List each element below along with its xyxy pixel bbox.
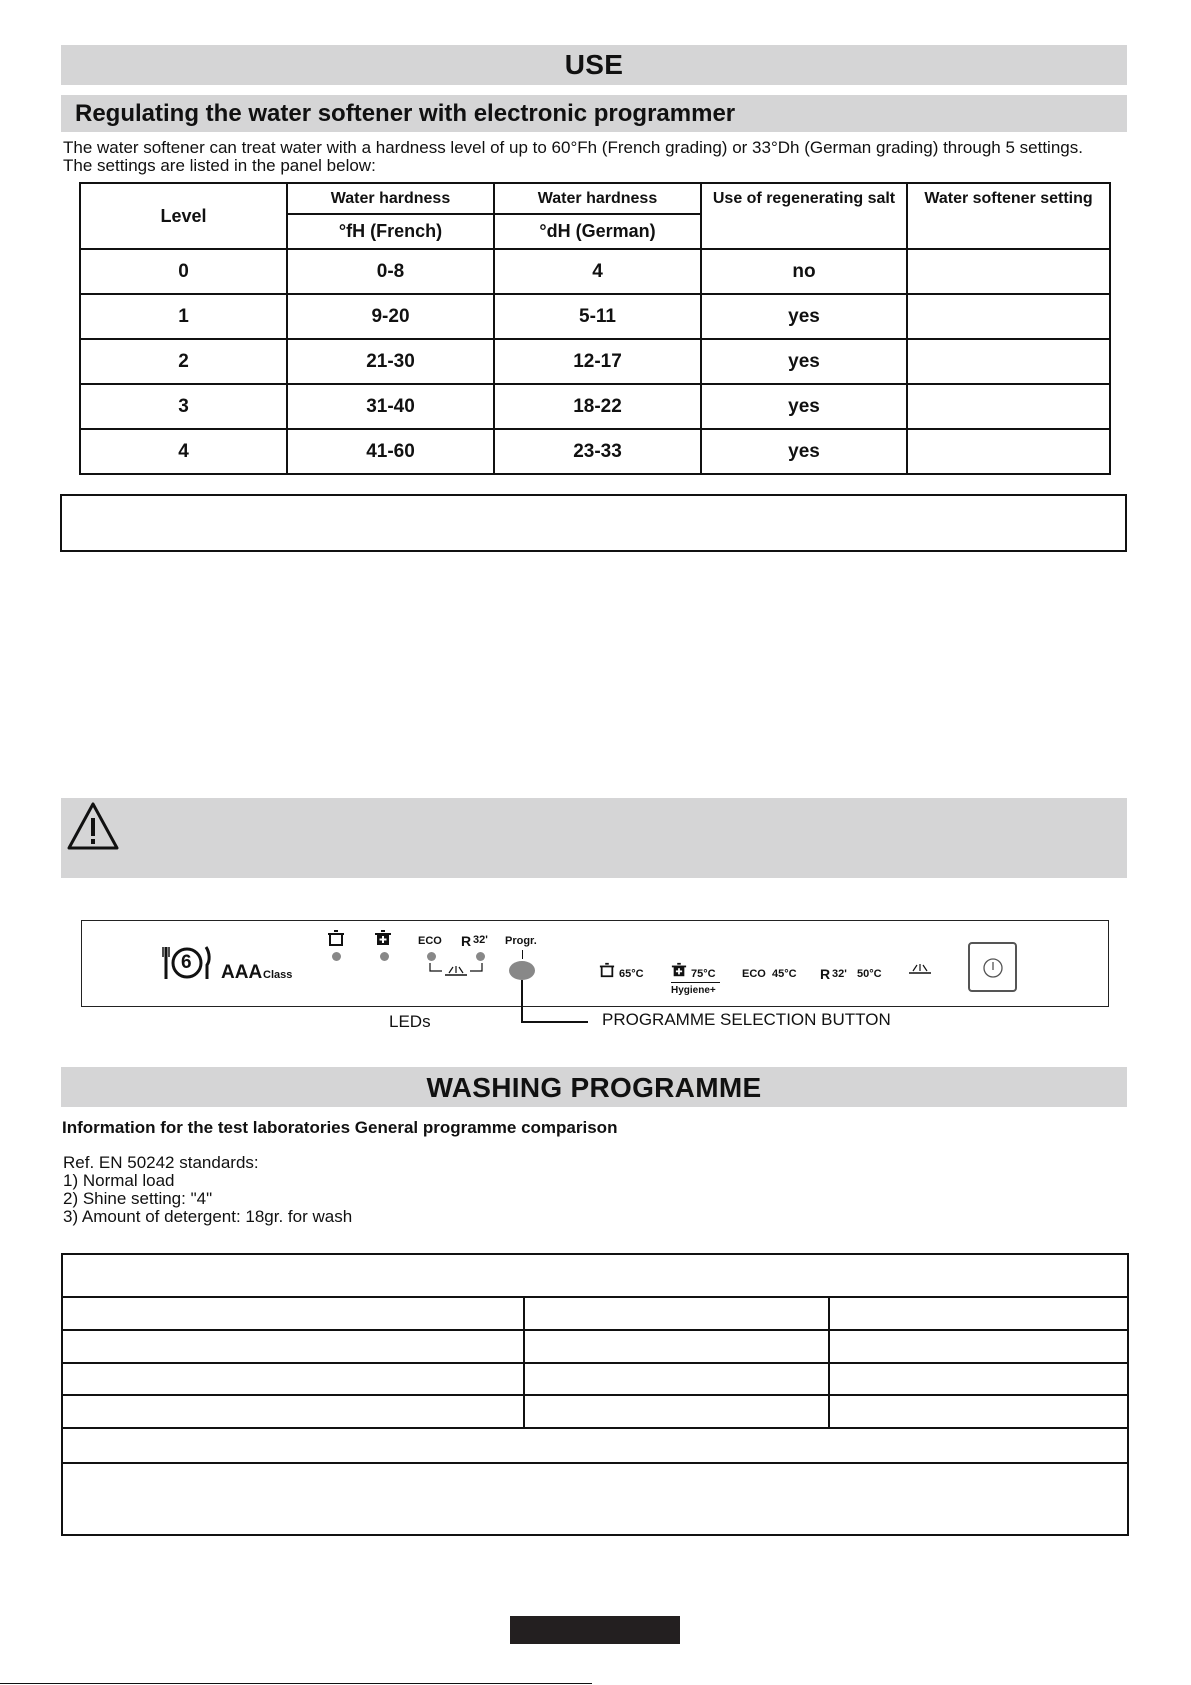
programme-3-temp: 45°C <box>772 968 797 980</box>
cell-setting <box>907 429 1110 474</box>
header-salt: Use of regenerating salt <box>701 183 907 249</box>
energy-class-suffix: Class <box>263 969 293 981</box>
rapid-led-label: 32' <box>473 934 488 946</box>
table-cell <box>62 1428 1128 1462</box>
led-3 <box>427 952 436 961</box>
table-row <box>80 429 1110 474</box>
cell-setting <box>907 339 1110 384</box>
capacity-number: 6 <box>181 952 192 973</box>
programme-4-time: 32' <box>832 968 847 980</box>
cell-de: 12-17 <box>494 339 701 384</box>
table-cell <box>62 1363 524 1395</box>
programme-comparison-table <box>61 1253 1129 1536</box>
table-row <box>62 1395 1128 1428</box>
bottom-rule <box>0 1683 592 1684</box>
programme-3-name: ECO <box>742 968 766 980</box>
cell-level: 3 <box>80 384 287 429</box>
cell-fr: 31-40 <box>287 384 494 429</box>
cell-salt: yes <box>701 294 907 339</box>
programme-2-temp: 75°C <box>691 968 716 980</box>
ref-line-3: 3) Amount of detergent: 18gr. for wash <box>63 1207 353 1226</box>
intro-line-2: The settings are listed in the panel below: <box>63 156 376 175</box>
table-cell <box>524 1363 829 1395</box>
cell-salt: no <box>701 249 907 294</box>
power-button[interactable] <box>968 942 1017 992</box>
table-cell <box>62 1297 524 1329</box>
callout-line-vertical <box>521 980 523 1022</box>
callout-line-horizontal <box>521 1021 588 1023</box>
control-panel <box>81 920 1109 1007</box>
cell-salt: yes <box>701 339 907 384</box>
header-setting: Water softener setting <box>907 183 1110 249</box>
table-row <box>80 294 1110 339</box>
power-icon <box>982 957 1004 979</box>
hygiene-underline <box>671 982 720 983</box>
page-number-tab <box>510 1616 680 1644</box>
cell-setting <box>907 294 1110 339</box>
softener-subtitle-band <box>61 95 1127 132</box>
softener-subtitle: Regulating the water softener with electronic programmer <box>75 100 736 127</box>
hardness-table <box>79 182 1111 475</box>
warning-band <box>61 798 1127 878</box>
cell-salt: yes <box>701 384 907 429</box>
cell-salt: yes <box>701 429 907 474</box>
header-unit-fr: °fH (French) <box>287 214 494 249</box>
washing-title-band <box>61 1067 1127 1107</box>
cell-fr: 9-20 <box>287 294 494 339</box>
use-title-band <box>61 45 1127 85</box>
washing-title: WASHING PROGRAMME <box>426 1072 762 1103</box>
header-unit-de: °dH (German) <box>494 214 701 249</box>
header-level: Level <box>80 183 287 249</box>
table-row <box>80 384 1110 429</box>
programme-2-sub: Hygiene+ <box>671 985 716 996</box>
cell-level: 0 <box>80 249 287 294</box>
hygiene-pot-icon <box>374 929 392 947</box>
rapid-r-icon-2: R <box>820 966 831 982</box>
use-title: USE <box>564 49 624 80</box>
cell-de: 23-33 <box>494 429 701 474</box>
cell-de: 4 <box>494 249 701 294</box>
progr-tick <box>522 950 523 959</box>
table-cell <box>524 1395 829 1428</box>
led-4 <box>476 952 485 961</box>
intro-line-1: The water softener can treat water with a hardness level of up to 60°Fh (French grading) or 33°Dh (German grading) through 5 settings. <box>63 138 1083 157</box>
ref-line-0: Ref. EN 50242 standards: <box>63 1153 259 1172</box>
cell-level: 1 <box>80 294 287 339</box>
table-row <box>62 1330 1128 1363</box>
led-1 <box>332 952 341 961</box>
ref-line-1: 1) Normal load <box>63 1171 175 1190</box>
cell-fr: 41-60 <box>287 429 494 474</box>
progr-label: Progr. <box>505 935 537 947</box>
header-hardness-fr: Water hardness <box>287 183 494 214</box>
table-cell <box>829 1330 1128 1363</box>
table-cell <box>524 1330 829 1363</box>
programme-4-temp: 50°C <box>857 968 882 980</box>
warning-triangle-icon <box>66 801 120 851</box>
cell-setting <box>907 384 1110 429</box>
cell-fr: 0-8 <box>287 249 494 294</box>
leds-caption: LEDs <box>389 1012 431 1031</box>
table-cell <box>62 1395 524 1428</box>
table-row <box>80 249 1110 294</box>
cell-de: 5-11 <box>494 294 701 339</box>
sprinkler-icon-2 <box>907 963 933 977</box>
hygiene-pot-icon-2 <box>671 962 687 978</box>
header-hardness-de: Water hardness <box>494 183 701 214</box>
note-box <box>60 494 1127 552</box>
cell-de: 18-22 <box>494 384 701 429</box>
programme-1-temp: 65°C <box>619 968 644 980</box>
info-heading: Information for the test laboratories General programme comparison <box>62 1118 618 1137</box>
cell-level: 4 <box>80 429 287 474</box>
table-cell <box>62 1330 524 1363</box>
table-cell <box>829 1395 1128 1428</box>
energy-class-label: AAA <box>221 962 263 983</box>
table-row <box>62 1297 1128 1329</box>
table-row <box>80 339 1110 384</box>
led-2 <box>380 952 389 961</box>
eco-led-label: ECO <box>418 935 442 947</box>
table-cell <box>524 1297 829 1329</box>
pot-icon <box>327 929 345 947</box>
programme-selection-button[interactable] <box>509 961 535 980</box>
table-cell <box>829 1297 1128 1329</box>
ref-line-2: 2) Shine setting: "4" <box>63 1189 213 1208</box>
pot-icon-2 <box>599 962 615 978</box>
table-cell <box>829 1363 1128 1395</box>
programme-selection-caption: PROGRAMME SELECTION BUTTON <box>602 1010 891 1029</box>
table-cell <box>62 1463 1128 1535</box>
cell-level: 2 <box>80 339 287 384</box>
cell-fr: 21-30 <box>287 339 494 384</box>
sprinkler-icon <box>443 965 469 979</box>
table-cell <box>62 1254 1128 1297</box>
rapid-r-icon: R <box>461 933 472 949</box>
cell-setting <box>907 249 1110 294</box>
table-row <box>62 1363 1128 1395</box>
